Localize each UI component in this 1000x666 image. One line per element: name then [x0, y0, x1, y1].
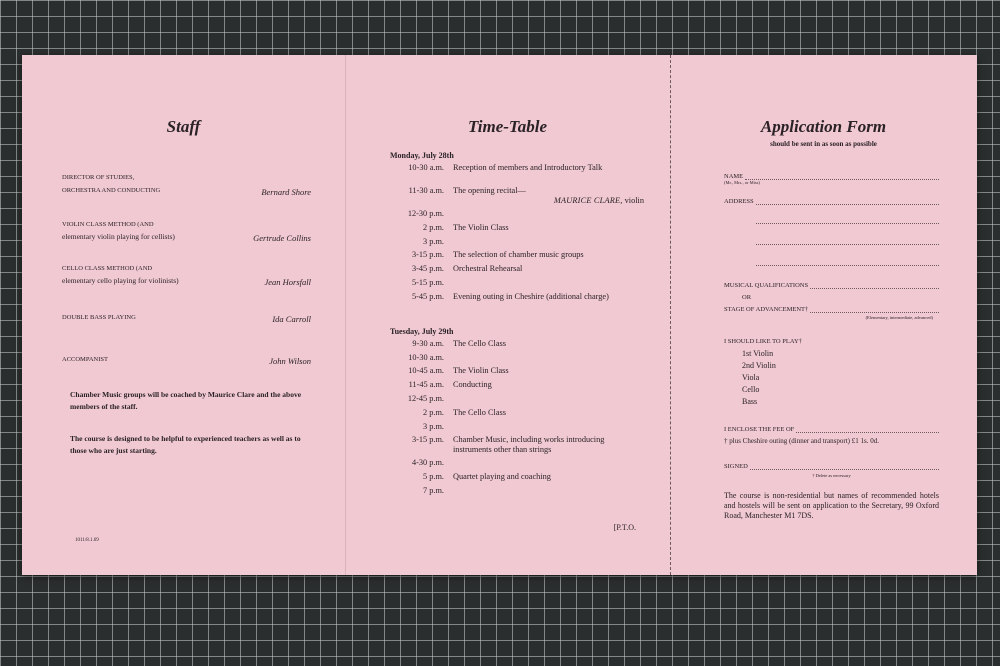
staff-name: Bernard Shore: [261, 187, 311, 197]
qualifications-field[interactable]: MUSICAL QUALIFICATIONS: [724, 282, 939, 289]
timetable-row: 12-45 p.m.: [407, 393, 444, 403]
timetable-row: 7 p.m.: [423, 485, 444, 495]
leaflet-sheet: [22, 55, 977, 575]
staff-role: CELLO CLASS METHOD (AND elementary cello playing for violinists): [62, 265, 179, 285]
instrument-option[interactable]: Cello: [742, 385, 760, 394]
performer: MAURICE CLARE, violin: [553, 196, 644, 205]
instrument-option[interactable]: Bass: [742, 397, 758, 406]
staff-list: [62, 171, 311, 385]
timetable-row: 10-30 a.m.: [408, 352, 444, 362]
timetable-row: 9-30 a.m. The Cello Class: [412, 338, 507, 348]
instrument-option[interactable]: 2nd Violin: [742, 361, 776, 370]
timetable-row: 12-30 p.m.: [407, 209, 444, 218]
application-subtitle: should be sent in as soon as possible: [770, 140, 877, 148]
staff-row: [62, 348, 311, 366]
day-heading: Tuesday, July 29th: [390, 326, 454, 336]
timetable-row: 5-15 p.m.: [411, 277, 444, 287]
staff-role: DIRECTOR OF STUDIES, ORCHESTRA AND CONDUCTING: [62, 174, 161, 194]
staff-panel: [22, 55, 345, 575]
staff-title: Staff: [166, 117, 201, 136]
stage-hint: (Elementary, intermediate, advanced): [865, 315, 933, 320]
staff-role: VIOLIN CLASS METHOD (AND elementary violin playing for cellists): [62, 221, 175, 241]
pto-marker: [P.T.O.: [613, 523, 636, 532]
timetable-row: 11-30 a.m. The opening recital— MAURICE CLARE, violin: [408, 186, 644, 205]
address-line[interactable]: [756, 232, 939, 245]
name-hint: (Mr., Mrs., or Miss): [724, 180, 760, 185]
stage-field[interactable]: STAGE OF ADVANCEMENT†: [724, 306, 939, 313]
outing-fee: † plus Cheshire outing (dinner and transport) £1 1s. 0d.: [724, 437, 879, 445]
fee-field[interactable]: I ENCLOSE THE FEE OF: [724, 426, 939, 433]
address-line[interactable]: [756, 211, 939, 224]
timetable-title: Time-Table: [468, 117, 547, 136]
instrument-option[interactable]: Viola: [742, 373, 760, 382]
application-footer: The course is non-residential but names of recommended hotels and hostels will be sent on application to the Secretary, 99 Oxford Road, Manchester M1 7DS.: [724, 491, 939, 520]
staff-name: Ida Carroll: [272, 314, 311, 324]
play-label: I SHOULD LIKE TO PLAY†: [724, 338, 802, 345]
delete-note: † Delete as necessary: [812, 473, 851, 478]
application-title: Application Form: [760, 117, 887, 136]
timetable-row: 3 p.m.: [423, 236, 444, 246]
day-heading: Monday, July 28th: [390, 151, 454, 160]
timetable-row: 3-15 p.m. The selection of chamber music groups: [411, 250, 584, 260]
course-note: The course is designed to be helpful to experienced teachers as well as to those who are just starting.: [70, 434, 301, 455]
staff-name: Jean Horsfall: [264, 277, 311, 287]
application-panel: [670, 55, 977, 575]
timetable-row: 3 p.m.: [423, 421, 444, 431]
staff-name: John Wilson: [269, 356, 311, 366]
name-field[interactable]: NAME: [724, 173, 939, 180]
timetable-row: 4-30 p.m.: [411, 458, 444, 468]
timetable-row: 10-45 a.m. The Violin Class: [408, 366, 509, 376]
staff-role: DOUBLE BASS PLAYING: [62, 314, 136, 321]
timetable-row: 10-30 a.m. Reception of members and Introductory Talk: [408, 163, 603, 172]
timetable-row: 5 p.m. Quartet playing and coaching: [423, 472, 551, 482]
address-field[interactable]: ADDRESS: [724, 198, 939, 205]
staff-role: ACCOMPANIST: [62, 356, 108, 363]
staff-name: Gertrude Collins: [253, 233, 311, 243]
staff-row: [62, 306, 311, 324]
timetable-row: 3-15 p.m. Chamber Music, including works introducing instruments other than strings: [411, 435, 605, 455]
print-code: 1011/8.1.69: [75, 538, 99, 543]
timetable-row: 2 p.m. The Cello Class: [423, 407, 507, 417]
coaching-note: Chamber Music groups will be coached by Maurice Clare and the above members of the staff.: [70, 390, 302, 411]
staff-row: [62, 218, 311, 243]
signed-field[interactable]: SIGNED: [724, 463, 939, 470]
timetable-row: 5-45 p.m. Evening outing in Cheshire (additional charge): [411, 291, 609, 301]
application-form: [724, 173, 939, 478]
timetable-row: 11-45 a.m. Conducting: [408, 380, 492, 390]
timetable: [390, 151, 644, 500]
instrument-option[interactable]: 1st Violin: [742, 349, 774, 358]
staff-row: [62, 262, 311, 287]
timetable-row: 3-45 p.m. Orchestral Rehearsal: [411, 264, 523, 274]
timetable-panel: [345, 55, 670, 575]
timetable-row: 2 p.m. The Violin Class: [423, 222, 509, 232]
address-line[interactable]: [756, 253, 939, 266]
staff-row: [62, 171, 311, 197]
or-label: OR: [742, 294, 752, 301]
